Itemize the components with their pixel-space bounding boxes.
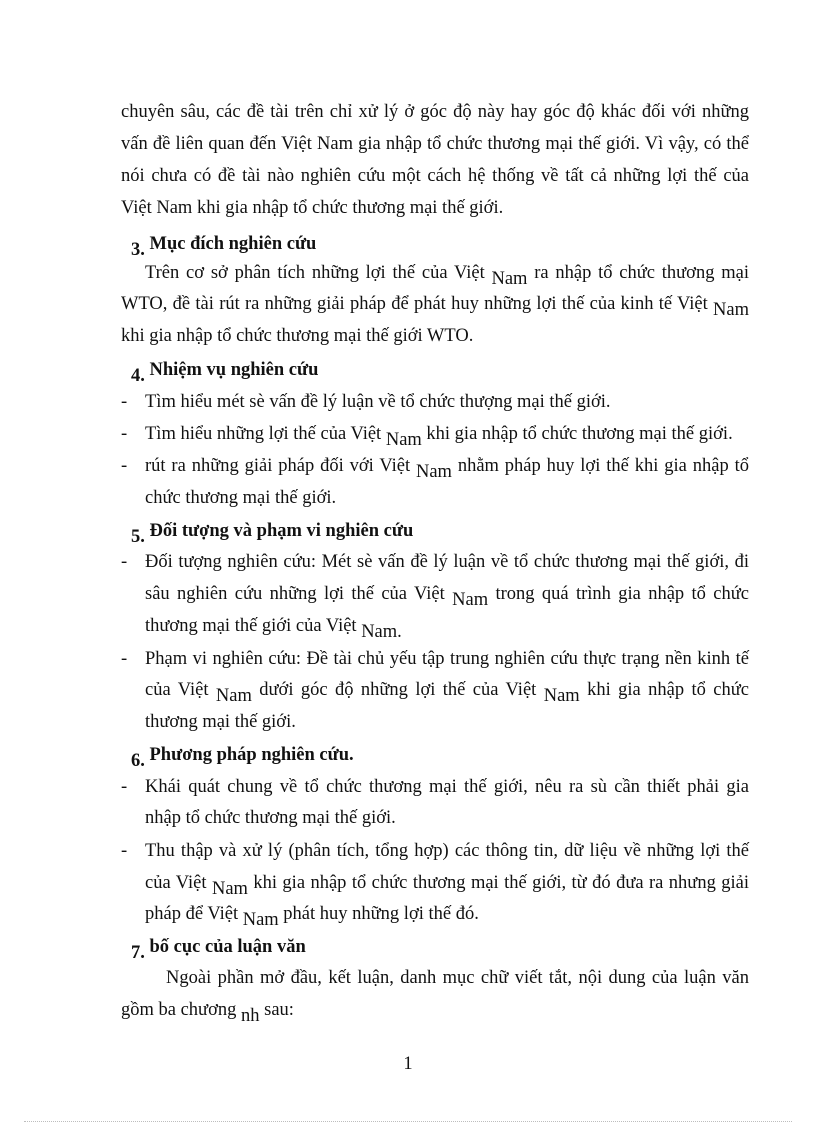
text-run: khi gia nhập tổ chức thương mại thế giới, từ đó đưa ra nhưng giải bbox=[247, 873, 749, 893]
text-run: WTO, đề tài rút ra những giải pháp để phát huy những lợi thế của kinh tế Việt bbox=[121, 294, 714, 314]
text-run: khi gia nhập tổ chức bbox=[579, 680, 749, 700]
text-run: khi gia nhập tổ chức thương mại thế giới. bbox=[421, 424, 733, 444]
list-item bbox=[145, 421, 749, 450]
text-run: pháp để Việt bbox=[145, 904, 243, 924]
text-run: Nam bbox=[713, 300, 749, 320]
text-run: Nam bbox=[491, 269, 528, 289]
paragraph-line: Ngoài phần mở đầu, kết luận, danh mục chữ viết tắt, nội dung của luận văn bbox=[166, 968, 749, 988]
list-bullet: - bbox=[121, 456, 128, 476]
list-bullet: - bbox=[121, 777, 128, 797]
list-item bbox=[145, 453, 749, 482]
list-item: Thu thập và xử lý (phân tích, tổng hợp) các thông tin, dữ liệu về những lợi thế bbox=[145, 841, 749, 861]
paragraph-line: chuyên sâu, các đề tài trên chỉ xử lý ở góc độ này hay góc độ khác đối với những bbox=[121, 102, 749, 122]
list-bullet: - bbox=[121, 841, 128, 861]
paragraph-line: vấn đề liên quan đến Việt Nam gia nhập tổ chức thương mại thế giới. Vì vậy, có thể bbox=[121, 134, 749, 154]
list-item: Khái quát chung về tổ chức thương mại thế giới, nêu ra sù cần thiết phải gia bbox=[145, 777, 749, 797]
text-run: trong quá trình gia nhập tổ chức bbox=[488, 584, 749, 604]
text-run: nhằm pháp huy lợi thế khi gia nhập tổ bbox=[451, 456, 749, 476]
paragraph-line bbox=[121, 291, 749, 320]
section-number: 4. bbox=[131, 366, 145, 386]
section-heading-6 bbox=[131, 742, 759, 771]
list-item-continuation: chức thương mại thế giới. bbox=[145, 488, 337, 508]
text-run: Tìm hiểu những lợi thế của Việt bbox=[145, 424, 386, 444]
list-item: Đối tượng nghiên cứu: Mét sè vấn đề lý luận về tổ chức thương mại thế giới, đi bbox=[145, 552, 749, 572]
list-bullet: - bbox=[121, 392, 128, 412]
page-border-divider bbox=[24, 1121, 792, 1122]
list-bullet: - bbox=[121, 649, 128, 669]
text-run: của Việt bbox=[145, 873, 212, 893]
list-item: Tìm hiểu mét sè vấn đề lý luận về tổ chức thượng mại thế giới. bbox=[145, 392, 611, 412]
text-run: sau: bbox=[259, 1000, 294, 1020]
page-number: 1 bbox=[403, 1054, 413, 1074]
section-heading-7 bbox=[131, 934, 759, 963]
section-heading-3 bbox=[131, 231, 759, 260]
text-run: dưới góc độ những lợi thế của Việt bbox=[251, 680, 544, 700]
text-run: của Việt bbox=[145, 680, 216, 700]
text-run: Nam bbox=[215, 686, 252, 706]
paragraph-line: khi gia nhập tổ chức thương mại thế giới WTO. bbox=[121, 326, 474, 346]
text-run: Nam bbox=[211, 879, 248, 899]
text-run: Nam bbox=[452, 590, 489, 610]
text-run: sâu nghiên cứu những lợi thế của Việt bbox=[145, 584, 453, 604]
list-item-continuation: nhập tổ chức thương mại thế giới. bbox=[145, 808, 396, 828]
text-run: phát huy những lợi thế đó. bbox=[278, 904, 479, 924]
section-number: 3. bbox=[131, 240, 145, 260]
list-item-continuation: thương mại thế giới. bbox=[145, 712, 296, 732]
section-heading-5 bbox=[131, 518, 759, 547]
section-number: 5. bbox=[131, 527, 145, 547]
list-bullet: - bbox=[121, 552, 128, 572]
text-run: Nam. bbox=[361, 622, 402, 642]
section-heading-4 bbox=[131, 357, 759, 386]
section-title: Mục đích nghiên cứu bbox=[149, 234, 317, 254]
text-run: Nam bbox=[415, 462, 452, 482]
list-item-continuation bbox=[145, 677, 749, 706]
paragraph-line: nói chưa có đề tài nào nghiên cứu một cách hệ thống về tất cả những lợi thế của bbox=[121, 166, 749, 186]
section-number: 6. bbox=[131, 751, 145, 771]
paragraph-line bbox=[121, 997, 749, 1026]
list-item-continuation bbox=[145, 901, 749, 930]
text-run: Trên cơ sở phân tích những lợi thế của Việt bbox=[145, 263, 492, 283]
text-run: gồm ba chương bbox=[121, 1000, 241, 1020]
list-item-continuation bbox=[145, 613, 749, 642]
section-title: Đối tượng và phạm vi nghiên cứu bbox=[149, 521, 414, 541]
list-item-continuation bbox=[145, 581, 749, 610]
text-run: Nam bbox=[242, 910, 279, 930]
section-number: 7. bbox=[131, 943, 145, 963]
text-run: nh bbox=[241, 1006, 260, 1026]
text-run: ra nhập tổ chức thương mại bbox=[527, 263, 749, 283]
text-run: Nam bbox=[543, 686, 580, 706]
list-bullet: - bbox=[121, 424, 128, 444]
section-title: Nhiệm vụ nghiên cứu bbox=[149, 360, 319, 380]
text-run: thương mại thế giới của Việt bbox=[145, 616, 362, 636]
list-item-continuation bbox=[145, 870, 749, 899]
section-title: Phương pháp nghiên cứu. bbox=[149, 745, 354, 765]
section-title: bố cục của luận văn bbox=[149, 937, 306, 957]
list-item: Phạm vi nghiên cứu: Đề tài chủ yếu tập trung nghiên cứu thực trạng nền kinh tế bbox=[145, 649, 749, 669]
paragraph-line: Việt Nam khi gia nhập tổ chức thương mại thế giới. bbox=[121, 198, 504, 218]
text-run: Nam bbox=[385, 430, 422, 450]
text-run: rút ra những giải pháp đối với Việt bbox=[145, 456, 416, 476]
paragraph-line bbox=[145, 260, 749, 289]
